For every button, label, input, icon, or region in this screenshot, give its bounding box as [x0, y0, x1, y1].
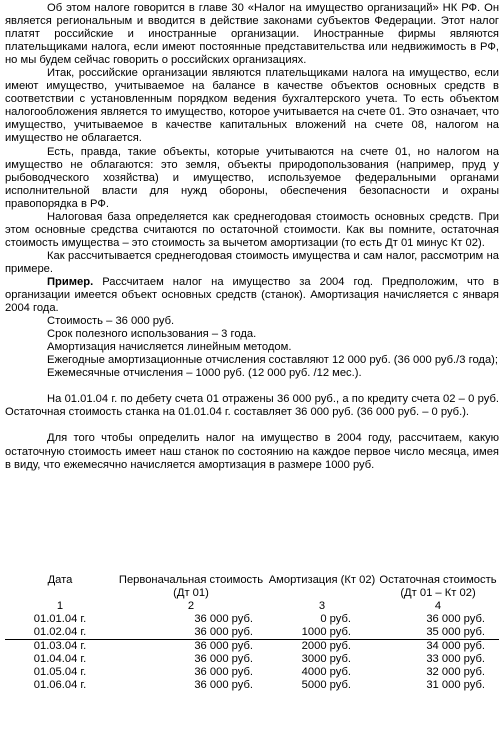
paragraph-intro: Об этом налоге говорится в главе 30 «Налог на имущество организаций» НК РФ. Он является региональным и вводится в действие законами субъектов Федерации. Этот налог платят российские и иностранные организации. Иностранные фирмы являются плательщиками налога, если имеют постоянные представительства или недвижимость в РФ, но мы будем сейчас говорить о российских организациях. — [5, 2, 499, 67]
line-cost: Стоимость – 36 000 руб. — [47, 315, 175, 328]
example-label: Пример. — [47, 275, 94, 288]
table-header-row — [5, 574, 499, 600]
line-monthly: Ежемесячные отчисления – 1000 руб. (12 000 руб. /12 мес.). — [47, 367, 362, 380]
table-row — [5, 613, 499, 626]
example-text: Рассчитаем налог на имущество за 2004 год. Предположим, что в организации имеется объект основных средств (станок). Амортизация начисляется с января 2004 года. — [5, 275, 499, 315]
cell-depreciation: 2000 руб. — [267, 640, 377, 654]
cell-initial-cost: 36 000 руб. — [194, 679, 253, 692]
table-row — [5, 653, 499, 666]
cell-residual-value: 35 000 руб. — [426, 626, 485, 639]
paragraph-exemptions: Есть, правда, такие объекты, которые учитываются на счете 01, но налогом на имущество не облагаются: это земля, объекты природопользования (например, пруд у рыбоводческого хозяйства) и имущество, используемое федеральными органами исполнительной власти для нужд обороны, обеспечения безопасности и охраны правопорядка в РФ. — [5, 145, 499, 210]
cell-residual-value: 34 000 руб. — [377, 640, 499, 654]
table-number-row — [5, 600, 499, 613]
depreciation-table — [5, 574, 499, 692]
table-row — [5, 640, 499, 654]
cell-depreciation: 0 руб. — [320, 613, 351, 626]
line-annual: Ежегодные амортизационные отчисления составляют 12 000 руб. (36 000 руб./3 года); — [47, 354, 498, 367]
document-body — [5, 2, 499, 472]
line-method: Амортизация начисляется линейным методом. — [47, 341, 292, 354]
cell-date: 01.05.04 г. — [33, 666, 87, 679]
table-row — [5, 666, 499, 679]
paragraph-opening-balance: На 01.01.04 г. по дебету счета 01 отражены 36 000 руб., а по кредиту счета 02 – 0 руб. Остаточная стоимость станка на 01.01.04 г. составляет 36 000 руб. (36 000 руб. – 0 руб.). — [5, 393, 499, 419]
header-date: Дата — [47, 574, 73, 586]
cell-date: 01.04.04 г. — [33, 653, 87, 666]
paragraph-calculation: Для того чтобы определить налог на имущество в 2004 году, рассчитаем, какую остаточную стоимость имеет наш станок по состоянию на каждое первое число месяца, имея в виду, что ежемесячно начисляется амортизация в размере 1000 руб. — [5, 432, 499, 471]
cell-depreciation: 1000 руб. — [301, 626, 351, 639]
cell-date: 01.06.04 г. — [33, 679, 87, 692]
header-depreciation: Амортизация (Кт 02) — [268, 574, 376, 586]
cell-date: 01.02.04 г. — [33, 626, 87, 639]
table-row — [5, 626, 499, 640]
cell-depreciation: 4000 руб. — [301, 666, 351, 679]
cell-initial-cost: 36 000 руб. — [194, 626, 253, 639]
paragraph-payers: Итак, российские организации являются плательщиками налога на имущество, если имеют имущество, учитываемое на балансе в качестве объектов основных средств в соответствии с установленным порядком ведения бухгалтерского учета. То есть объектом налогообложения является то имущество, которое учитывается на счете 01. Это означает, что имущество, учитываемое в качестве капитальных вложений на счете 08, налогом на имущество не облагается. — [5, 67, 499, 145]
cell-depreciation: 5000 руб. — [301, 679, 351, 692]
cell-initial-cost: 36 000 руб. — [115, 640, 267, 654]
cell-initial-cost: 36 000 руб. — [194, 666, 253, 679]
cell-initial-cost: 36 000 руб. — [194, 613, 253, 626]
table-row — [5, 679, 499, 692]
header-residual-value: Остаточная стоимость (Дт 01 – Кт 02) — [379, 574, 497, 600]
column-number: 3 — [318, 600, 326, 613]
line-useful-life: Срок полезного использования – 3 года. — [47, 328, 257, 341]
cell-date: 01.01.04 г. — [33, 613, 87, 626]
paragraph-tax-base: Налоговая база определяется как среднегодовая стоимость основных средств. При этом основные средства считаются по остаточной стоимости. Как вы помните, остаточная стоимость имущества – это стоимость за вычетом амортизации (то есть Дт 01 минус Кт 02). — [5, 210, 499, 249]
header-initial-cost: Первоначальная стоимость (Дт 01) — [118, 574, 264, 600]
column-number: 2 — [187, 600, 195, 613]
cell-residual-value: 32 000 руб. — [426, 666, 485, 679]
column-number: 4 — [434, 600, 442, 613]
cell-residual-value: 36 000 руб. — [426, 613, 485, 626]
column-number: 1 — [56, 600, 64, 613]
cell-depreciation: 3000 руб. — [301, 653, 351, 666]
cell-residual-value: 33 000 руб. — [426, 653, 485, 666]
cell-residual-value: 31 000 руб. — [426, 679, 485, 692]
paragraph-example-intro: Как рассчитывается среднегодовая стоимость имущества и сам налог, рассмотрим на примере. — [5, 249, 499, 275]
paragraph-example — [5, 276, 499, 315]
cell-date: 01.03.04 г. — [5, 640, 115, 654]
cell-initial-cost: 36 000 руб. — [194, 653, 253, 666]
